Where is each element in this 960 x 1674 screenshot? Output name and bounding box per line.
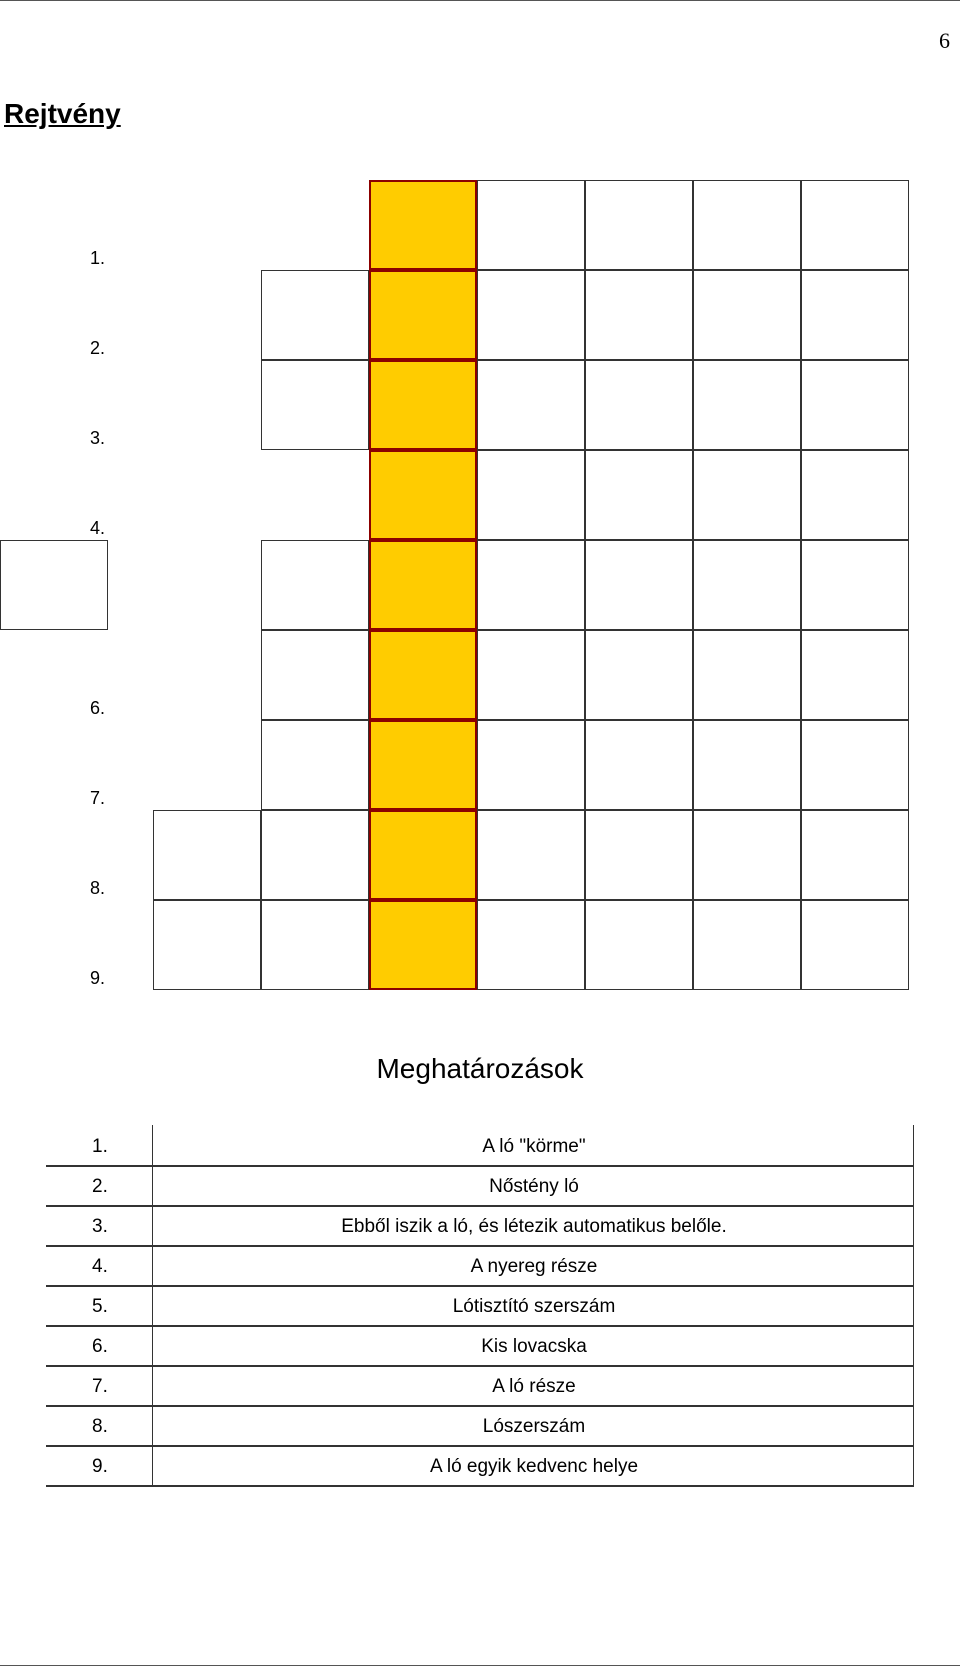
crossword-cell[interactable] <box>693 360 801 450</box>
crossword-cell[interactable] <box>801 360 909 450</box>
solution-cell[interactable] <box>369 720 477 810</box>
crossword-cell[interactable] <box>261 630 369 720</box>
crossword-cell[interactable] <box>261 270 369 360</box>
column-divider <box>152 1245 153 1287</box>
definition-number: 2. <box>92 1176 108 1197</box>
crossword-cell[interactable] <box>153 900 261 990</box>
right-border <box>913 1365 914 1407</box>
solution-cell[interactable] <box>369 540 477 630</box>
solution-cell[interactable] <box>369 180 477 270</box>
right-border <box>913 1165 914 1207</box>
column-divider <box>152 1205 153 1247</box>
column-divider <box>152 1445 153 1487</box>
crossword-row-label: 8. <box>90 878 106 898</box>
crossword-cell[interactable] <box>477 180 585 270</box>
crossword-cell[interactable] <box>585 810 693 900</box>
definition-text: Ebből iszik a ló, és létezik automatikus belőle. <box>341 1216 727 1237</box>
column-divider <box>152 1365 153 1407</box>
crossword-cell[interactable] <box>801 900 909 990</box>
right-border <box>913 1205 914 1247</box>
crossword-cell[interactable] <box>801 270 909 360</box>
crossword-row-label: 4. <box>90 518 106 538</box>
crossword-cell[interactable] <box>693 180 801 270</box>
solution-cell[interactable] <box>369 270 477 360</box>
right-border <box>913 1405 914 1447</box>
crossword-cell[interactable] <box>585 450 693 540</box>
top-rule <box>0 0 960 1</box>
crossword-cell[interactable] <box>693 540 801 630</box>
crossword-row-label: 6. <box>90 698 106 718</box>
definition-text: A ló egyik kedvenc helye <box>429 1456 639 1477</box>
solution-cell[interactable] <box>369 900 477 990</box>
definition-number: 6. <box>92 1336 108 1357</box>
column-divider <box>152 1285 153 1327</box>
page-title: Rejtvény <box>4 98 121 129</box>
definition-number: 4. <box>92 1256 108 1277</box>
definition-row <box>46 1327 914 1367</box>
right-border <box>913 1325 914 1367</box>
definition-text: Kis lovacska <box>481 1336 587 1357</box>
solution-cell[interactable] <box>369 360 477 450</box>
right-border <box>913 1245 914 1287</box>
crossword-cell[interactable] <box>801 540 909 630</box>
definition-text: A nyereg része <box>470 1256 598 1277</box>
crossword-cell[interactable] <box>477 450 585 540</box>
crossword-cell[interactable] <box>0 540 108 630</box>
definition-row <box>46 1287 914 1327</box>
definition-text: A ló "körme" <box>482 1136 586 1157</box>
bottom-rule <box>0 1665 960 1666</box>
crossword-row-label: 7. <box>90 788 106 808</box>
crossword-cell[interactable] <box>801 450 909 540</box>
crossword-cell[interactable] <box>693 900 801 990</box>
crossword-cell[interactable] <box>585 270 693 360</box>
solution-cell[interactable] <box>369 810 477 900</box>
crossword-cell[interactable] <box>477 540 585 630</box>
crossword-cell[interactable] <box>693 270 801 360</box>
right-border <box>913 1125 914 1167</box>
crossword-cell[interactable] <box>153 810 261 900</box>
crossword-cell[interactable] <box>261 540 369 630</box>
definition-number: 9. <box>92 1456 108 1477</box>
column-divider <box>152 1325 153 1367</box>
crossword-cell[interactable] <box>585 360 693 450</box>
crossword-cell[interactable] <box>801 810 909 900</box>
crossword-cell[interactable] <box>585 630 693 720</box>
definition-row <box>46 1167 914 1207</box>
crossword-cell[interactable] <box>585 540 693 630</box>
crossword-row-label: 3. <box>90 428 106 448</box>
crossword-cell[interactable] <box>693 630 801 720</box>
crossword-cell[interactable] <box>801 720 909 810</box>
crossword-cell[interactable] <box>477 900 585 990</box>
definition-text: Lószerszám <box>482 1416 586 1437</box>
crossword-cell[interactable] <box>693 810 801 900</box>
crossword-cell[interactable] <box>693 720 801 810</box>
crossword-cell[interactable] <box>801 180 909 270</box>
definition-number: 8. <box>92 1416 108 1437</box>
crossword-row-label: 9. <box>90 968 106 988</box>
definitions-heading: Meghatározások <box>376 1053 584 1084</box>
solution-cell[interactable] <box>369 450 477 540</box>
crossword-cell[interactable] <box>693 450 801 540</box>
crossword-cell[interactable] <box>477 360 585 450</box>
definition-row <box>46 1407 914 1447</box>
definition-text: Lótisztító szerszám <box>452 1296 616 1317</box>
column-divider <box>152 1405 153 1447</box>
right-border <box>913 1285 914 1327</box>
definition-row <box>46 1447 914 1487</box>
definition-text: Nőstény ló <box>489 1176 579 1197</box>
crossword-cell[interactable] <box>585 720 693 810</box>
column-divider <box>152 1125 153 1167</box>
crossword-cell[interactable] <box>585 900 693 990</box>
crossword-row-label: 2. <box>90 338 106 358</box>
crossword-cell[interactable] <box>585 180 693 270</box>
page-number: 6 <box>939 28 950 53</box>
solution-cell[interactable] <box>369 630 477 720</box>
definition-number: 1. <box>92 1136 108 1157</box>
definition-text: A ló része <box>492 1376 576 1397</box>
definition-row <box>46 1207 914 1247</box>
definition-number: 5. <box>92 1296 108 1317</box>
definition-number: 7. <box>92 1376 108 1397</box>
crossword-cell[interactable] <box>261 900 369 990</box>
crossword-cell[interactable] <box>477 810 585 900</box>
crossword-cell[interactable] <box>261 360 369 450</box>
crossword-cell[interactable] <box>261 810 369 900</box>
crossword-row-label: 1. <box>90 248 106 268</box>
crossword-cell[interactable] <box>261 720 369 810</box>
crossword-cell[interactable] <box>477 720 585 810</box>
definition-row <box>46 1247 914 1287</box>
definition-row <box>46 1367 914 1407</box>
definition-number: 3. <box>92 1216 108 1237</box>
definition-row <box>46 1127 914 1167</box>
crossword-cell[interactable] <box>801 630 909 720</box>
crossword-cell[interactable] <box>477 270 585 360</box>
right-border <box>913 1445 914 1487</box>
column-divider <box>152 1165 153 1207</box>
crossword-cell[interactable] <box>477 630 585 720</box>
definitions-table <box>46 1127 914 1487</box>
